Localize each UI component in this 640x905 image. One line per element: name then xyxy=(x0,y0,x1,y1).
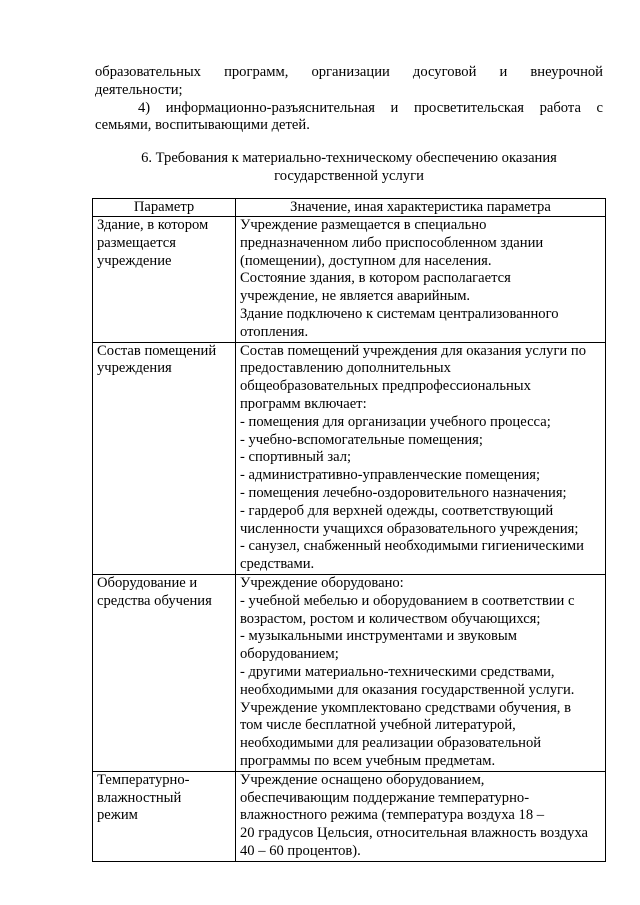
cell-line: влажностного режима (температура воздуха 18 – xyxy=(240,807,545,824)
table-row xyxy=(93,342,606,574)
cell-line: Учреждение укомплектовано средствами обучения, в xyxy=(240,699,571,716)
cell-line: 40 – 60 процентов). xyxy=(240,842,361,859)
value-cell xyxy=(236,574,606,771)
cell-line: учреждение xyxy=(97,252,172,269)
intro-line-4: семьями, воспитывающими детей. xyxy=(95,117,310,134)
cell-line: средства обучения xyxy=(97,592,212,609)
cell-line: - другими материально-техническими средствами, xyxy=(240,663,555,680)
cell-line: оборудованием; xyxy=(240,646,339,663)
parameter-cell xyxy=(93,342,236,574)
section-title-line-2: государственной услуги xyxy=(274,167,424,184)
cell-line: программ включает: xyxy=(240,395,367,412)
cell-line: - учебно-вспомогательные помещения; xyxy=(240,431,483,448)
cell-line: влажностный xyxy=(97,789,182,806)
value-cell xyxy=(236,771,606,861)
intro-text xyxy=(95,64,603,135)
cell-line: режим xyxy=(97,807,138,824)
section-title-line-1: 6. Требования к материально-техническому обеспечению оказания xyxy=(141,150,557,166)
cell-line: Оборудование и xyxy=(97,574,198,591)
cell-line: (помещении), доступном для населения. xyxy=(240,252,492,269)
cell-line: численности учащихся образовательного учреждения; xyxy=(240,520,579,537)
table-row xyxy=(93,574,606,771)
cell-line: общеобразовательных предпрофессиональных xyxy=(240,378,531,395)
cell-line: - санузел, снабженный необходимыми гигиеническими xyxy=(240,538,584,555)
cell-line: учреждения xyxy=(97,360,172,377)
cell-line: том числе бесплатной учебной литературой, xyxy=(240,717,516,734)
cell-line: необходимыми для оказания государственной услуги. xyxy=(240,681,575,698)
requirements-table xyxy=(92,198,606,862)
cell-line: предоставлению дополнительных xyxy=(240,360,451,377)
cell-line: средствами. xyxy=(240,556,315,573)
parameter-cell xyxy=(93,574,236,771)
cell-line: 20 градусов Цельсия, относительная влажность воздуха xyxy=(240,825,589,842)
cell-line: Здание, в котором xyxy=(97,217,209,233)
cell-line: предназначенном либо приспособленном здании xyxy=(240,234,544,251)
intro-line-3: 4) информационно-разъяснительная и просветительская работа с xyxy=(138,99,603,116)
column-header-parameter: Параметр xyxy=(93,199,236,217)
cell-line: - помещения для организации учебного процесса; xyxy=(240,413,551,430)
cell-line: - гардероб для верхней одежды, соответствующий xyxy=(240,502,554,519)
intro-line-2: деятельности; xyxy=(95,81,183,98)
column-header-value: Значение, иная характеристика параметра xyxy=(236,199,606,217)
cell-line: - учебной мебелью и оборудованием в соответствии с xyxy=(240,592,575,609)
value-cell xyxy=(236,217,606,343)
cell-line: - музыкальными инструментами и звуковым xyxy=(240,628,517,645)
cell-line: Учреждение размещается в специально xyxy=(240,217,487,233)
intro-line-1: образовательных программ, организации досуговой и внеурочной xyxy=(95,64,603,80)
cell-line: Состав помещений xyxy=(97,342,217,359)
table-row xyxy=(93,217,606,343)
cell-line: Учреждение оборудовано: xyxy=(240,574,404,591)
cell-line: - спортивный зал; xyxy=(240,449,352,466)
cell-line: программы по всем учебным предметам. xyxy=(240,752,496,769)
section-title xyxy=(95,150,603,186)
cell-line: Состав помещений учреждения для оказания услуги по xyxy=(240,342,586,359)
cell-line: отопления. xyxy=(240,323,309,340)
cell-line: необходимыми для реализации образовательной xyxy=(240,735,542,752)
cell-line: обеспечивающим поддержание температурно- xyxy=(240,789,530,806)
cell-line: возрастом, ростом и количеством обучающихся; xyxy=(240,610,541,627)
parameter-cell xyxy=(93,771,236,861)
cell-line: Здание подключено к системам централизованного xyxy=(240,305,559,322)
cell-line: - административно-управленческие помещения; xyxy=(240,467,541,484)
cell-line: Состояние здания, в котором располагается xyxy=(240,270,511,287)
cell-line: размещается xyxy=(97,234,176,251)
parameter-cell xyxy=(93,217,236,343)
table-header-row xyxy=(93,199,606,217)
table-row xyxy=(93,771,606,861)
cell-line: Учреждение оснащено оборудованием, xyxy=(240,771,485,788)
cell-line: - помещения лечебно-оздоровительного назначения; xyxy=(240,484,567,501)
value-cell xyxy=(236,342,606,574)
cell-line: Температурно- xyxy=(97,771,190,788)
cell-line: учреждение, не является аварийным. xyxy=(240,288,471,305)
